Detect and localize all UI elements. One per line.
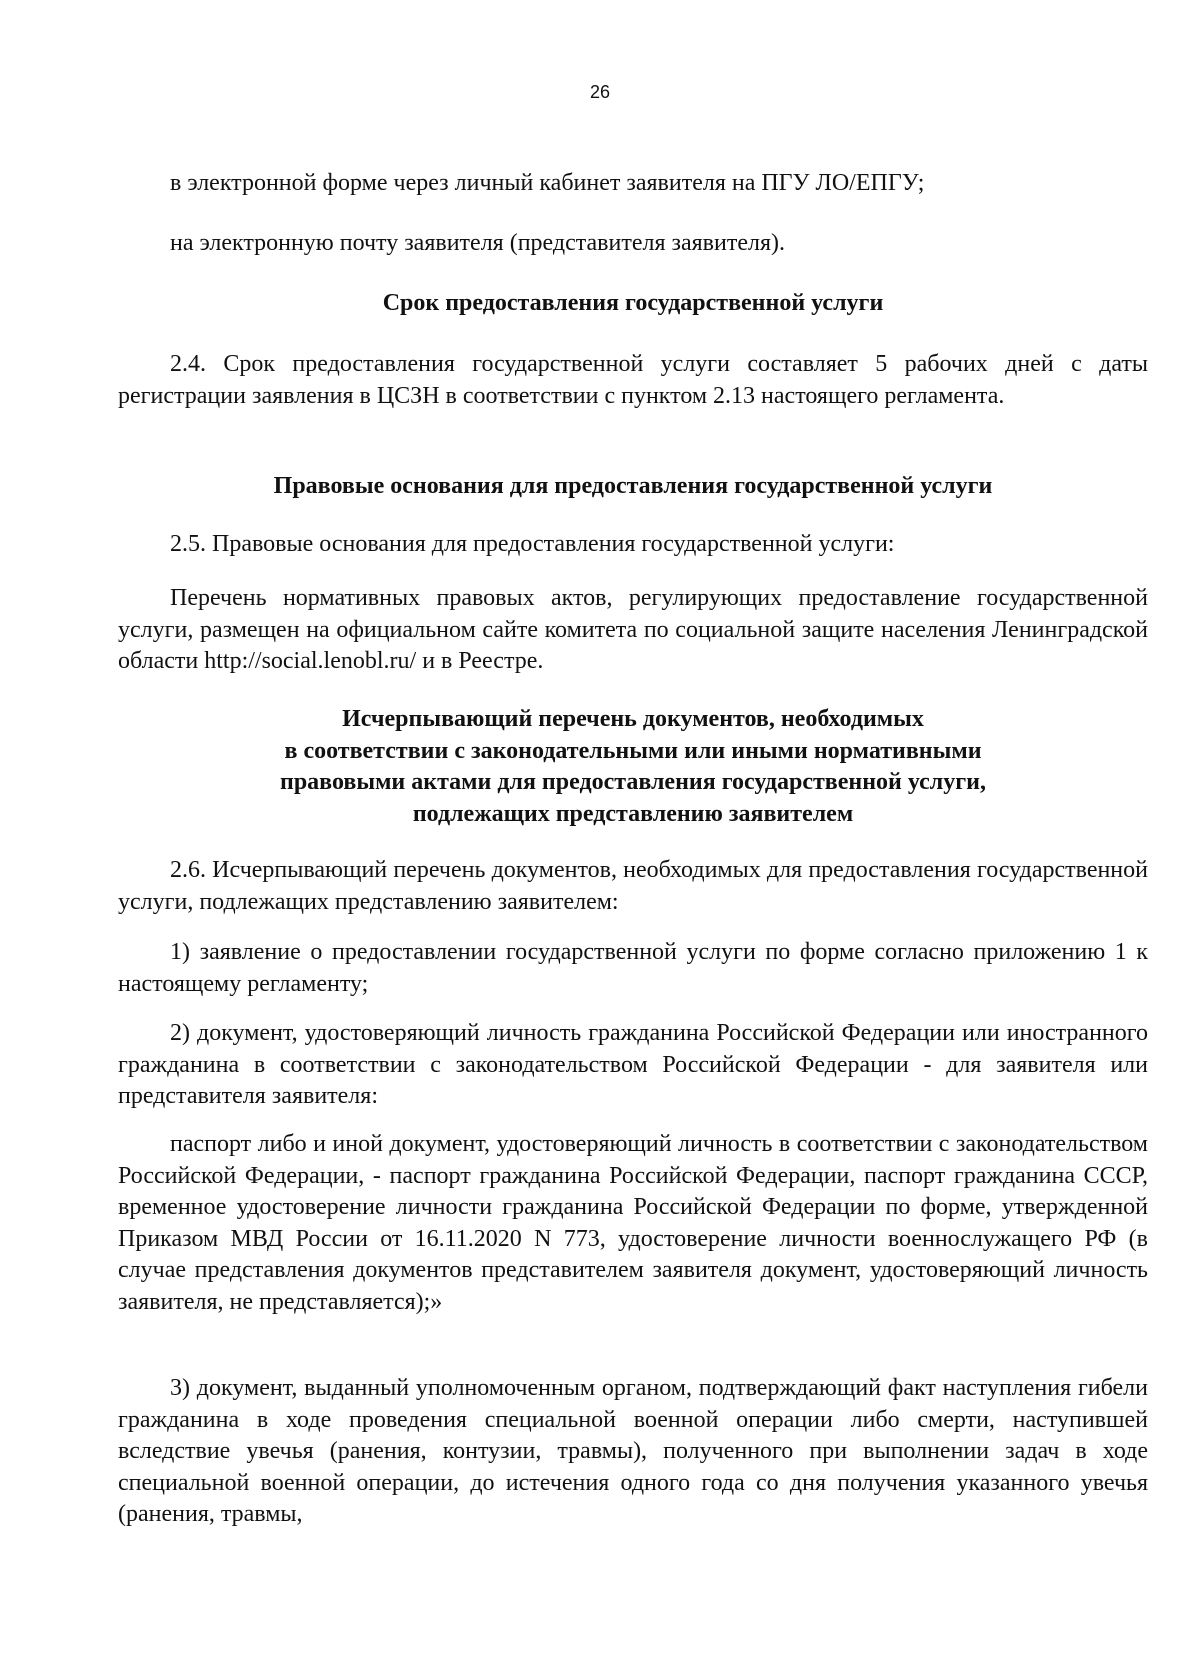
paragraph-2-5-list: Перечень нормативных правовых актов, регулирующих предоставление государственной услуги, размещен на официальном сайте комитета по социальной защите населения Ленинградской области http://social.lenobl.ru/ и в Реестре. <box>118 585 1148 674</box>
heading-legal-basis: Правовые основания для предоставления государственной услуги <box>273 473 993 499</box>
page-number: 26 <box>589 82 611 102</box>
heading-documents <box>118 704 1148 830</box>
heading-documents-line: правовыми актами для предоставления государственной услуги, <box>280 769 986 795</box>
heading-documents-line: в соответствии с законодательными или иными нормативными <box>284 737 982 764</box>
list-item-3: 3) документ, выданный уполномоченным органом, подтверждающий факт наступления гибели гражданина в ходе проведения специальной военной операции либо смерти, наступившей вследствие увечья (ранения, контузии, травмы), полученного при выполнении задач в ходе специальной военной операции, до истечения одного года со дня получения указанного увечья (ранения, травмы, <box>118 1375 1148 1527</box>
list-item-2-detail: паспорт либо и иной документ, удостоверяющий личность в соответствии с законодательством Российской Федерации, - паспорт гражданина Российской Федерации, паспорт гражданина СССР, временное удостоверение личности гражданина Российской Федерации по форме, утвержденной Приказом МВД России от 16.11.2020 N 773, удостоверение личности военнослужащего РФ (в случае представления документов представителем заявителя документ, удостоверяющий личность заявителя, не представляется);» <box>118 1131 1148 1315</box>
paragraph-2-6: 2.6. Исчерпывающий перечень документов, необходимых для предоставления государственной услуги, подлежащих представлению заявителем: <box>118 857 1148 915</box>
heading-documents-line: Исчерпывающий перечень документов, необходимых <box>342 706 924 732</box>
list-item-1: 1) заявление о предоставлении государственной услуги по форме согласно приложению 1 к настоящему регламенту; <box>118 939 1148 997</box>
list-item-2: 2) документ, удостоверяющий личность гражданина Российской Федерации или иностранного гражданина в соответствии с законодательством Российской Федерации - для заявителя или представителя заявителя: <box>118 1020 1148 1109</box>
heading-documents-line: подлежащих представлению заявителем <box>412 800 854 827</box>
paragraph-intro-1: в электронной форме через личный кабинет заявителя на ПГУ ЛО/ЕПГУ; <box>170 170 925 196</box>
paragraph-2-4: 2.4. Срок предоставления государственной услуги составляет 5 рабочих дней с даты регистрации заявления в ЦСЗН в соответствии с пунктом 2.13 настоящего регламента. <box>118 351 1148 409</box>
heading-term: Срок предоставления государственной услуги <box>382 290 884 316</box>
paragraph-2-5: 2.5. Правовые основания для предоставления государственной услуги: <box>170 531 895 557</box>
paragraph-intro-2: на электронную почту заявителя (представителя заявителя). <box>170 230 785 256</box>
